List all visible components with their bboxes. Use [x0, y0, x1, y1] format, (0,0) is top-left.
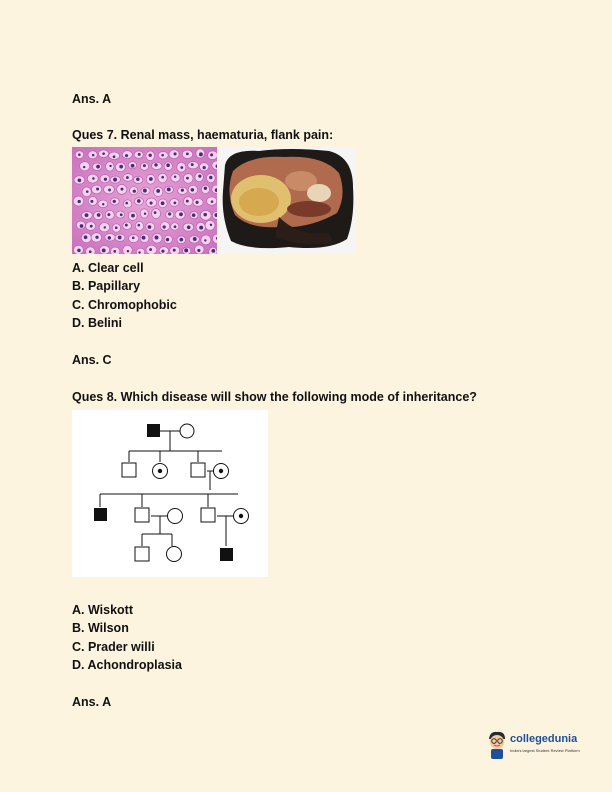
- collegedunia-logo[interactable]: [486, 730, 596, 764]
- q8-answer: Ans. A: [72, 695, 112, 709]
- q7-answer: Ans. C: [72, 353, 112, 367]
- q8-option-b: B. Wilson: [72, 621, 129, 635]
- q7-option-d: D. Belini: [72, 316, 123, 330]
- previous-answer: Ans. A: [72, 92, 112, 106]
- q8-option-c: C. Prader willi: [72, 640, 155, 654]
- question-7-title: Ques 7. Renal mass, haematuria, flank pain:: [72, 128, 334, 142]
- pedigree-affected-male: [147, 424, 160, 437]
- pedigree-male: [122, 463, 136, 477]
- histology-image: [72, 147, 217, 254]
- kidney-gross-image: [219, 147, 355, 254]
- pedigree-male: [135, 508, 149, 522]
- pedigree-female: [168, 509, 183, 524]
- question-8-title: Ques 8. Which disease will show the following mode of inheritance?: [72, 390, 477, 404]
- q8-option-a: A. Wiskott: [72, 603, 133, 617]
- pedigree-male: [191, 463, 205, 477]
- pedigree-chart: [72, 410, 268, 577]
- q7-option-a: A. Clear cell: [72, 261, 144, 275]
- mascot-icon: [486, 730, 508, 760]
- q7-option-b: B. Papillary: [72, 279, 141, 293]
- pedigree-male: [201, 508, 215, 522]
- pedigree-affected-male: [94, 508, 107, 521]
- pedigree-male: [135, 547, 149, 561]
- brand-tagline: India's largest Student Review Platform: [510, 748, 580, 753]
- brand-name: collegedunia: [510, 733, 578, 745]
- q7-option-c: C. Chromophobic: [72, 298, 177, 312]
- pedigree-affected-male: [220, 548, 233, 561]
- pedigree-female: [167, 547, 182, 562]
- pedigree-female: [180, 424, 194, 438]
- q8-option-d: D. Achondroplasia: [72, 658, 182, 672]
